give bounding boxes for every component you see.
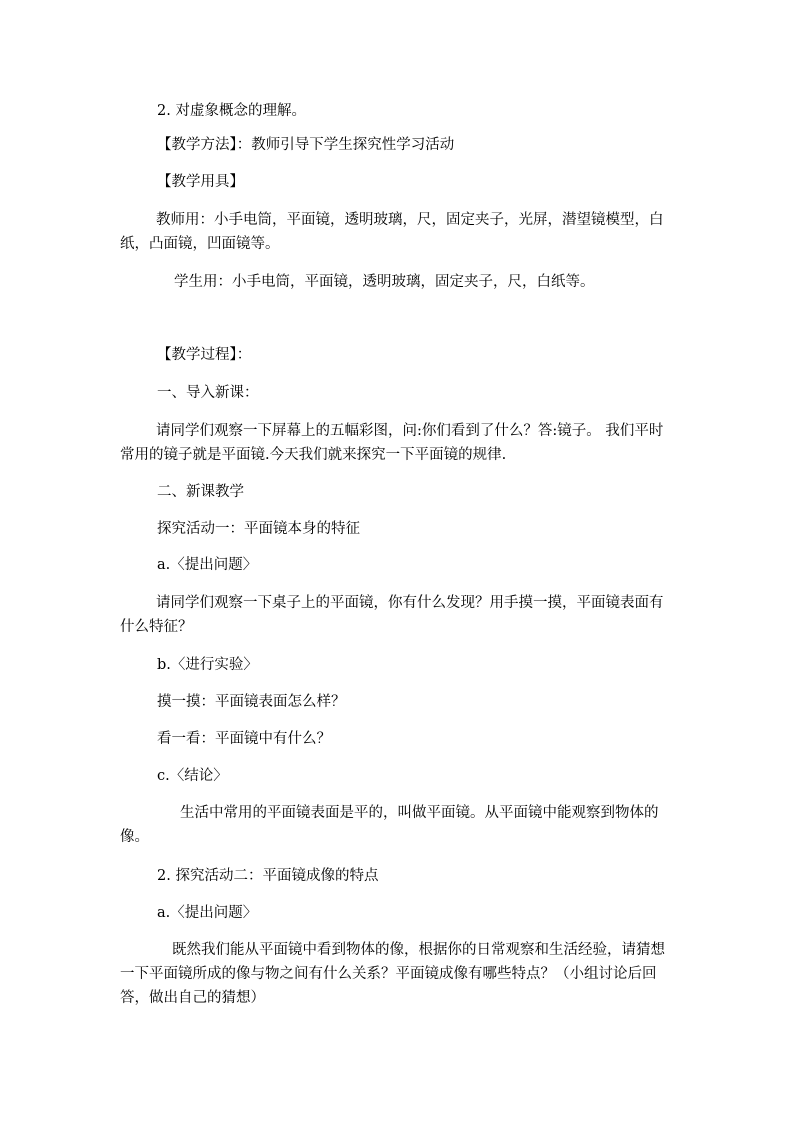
paragraph-touch: 摸一摸：平面镜表面怎么样？ (157, 694, 346, 710)
paragraph-teacher-tools: 教师用：小手电筒，平面镜，透明玻璃，尺，固定夹子，光屏，潜望镜模型，白纸，凸面镜，凹面镜等。 (120, 212, 664, 252)
heading-teaching-tools: 【教学用具】 (157, 174, 244, 190)
heading-teaching-method: 【教学方法】：教师引导下学生探究性学习活动 (157, 137, 455, 153)
label-ask-question-a: a.〈提出问题〉 (157, 557, 258, 573)
paragraph-conclusion: 生活中常用的平面镜表面是平的，叫做平面镜。从平面镜中能观察到物体的像。 (120, 805, 659, 845)
heading-activity-1: 探究活动一：平面镜本身的特征 (157, 521, 360, 537)
paragraph-intro: 请同学们观察一下屏幕上的五幅彩图，问:你们看到了什么？答:镜子。 我们平时常用的镜子就是平面镜.今天我们就来探究一下平面镜的规律. (120, 423, 664, 463)
paragraph-look: 看一看：平面镜中有什么？ (157, 731, 331, 747)
heading-intro: 一、导入新课： (157, 385, 259, 401)
paragraph-observe-mirror: 请同学们观察一下桌子上的平面镜，你有什么发现？用手摸一摸，平面镜表面有什么特征？ (120, 595, 664, 635)
heading-new-lesson: 二、新课教学 (157, 484, 244, 500)
heading-teaching-process: 【教学过程】： (157, 347, 252, 363)
paragraph-hypothesis: 既然我们能从平面镜中看到物体的像，根据你的日常观察和生活经验，请猜想一下平面镜所成的像与物之间有什么关系？平面镜成像有哪些特点？（小组讨论后回答，做出自己的猜想） (120, 942, 665, 1006)
paragraph-objective-2: 2. 对虚象概念的理解。 (157, 103, 306, 119)
label-ask-question-a-2: a.〈提出问题〉 (157, 905, 258, 921)
label-experiment-b: b.〈进行实验〉 (157, 657, 258, 673)
label-conclusion-c: c.〈结论〉 (157, 768, 228, 784)
paragraph-student-tools: 学生用：小手电筒，平面镜，透明玻璃，固定夹子，尺，白纸等。 (174, 274, 595, 290)
heading-activity-2: 2. 探究活动二：平面镜成像的特点 (157, 868, 379, 884)
